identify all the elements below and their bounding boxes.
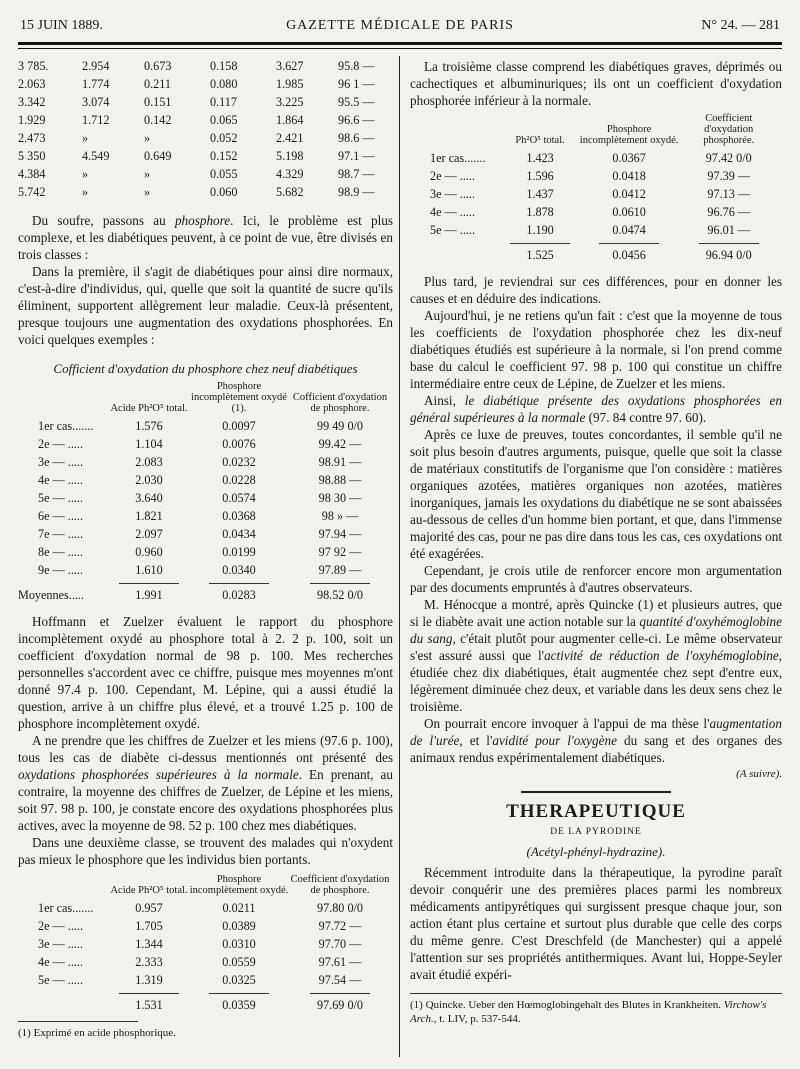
paragraph: Dans la première, il s'agit de diabétiques pour ainsi dire normaux, c'est-à-dire d'individus, qui, quelle que soit la quantité de sucre qu'ils éliminent, supportent allègrement leur maladie. Ceux-là présentent, presque toujours une augmentation des oxydations phosphorées. En voici quelques exemples : (18, 264, 393, 347)
table-row (18, 900, 390, 918)
article-subtitle: (Acétyl-phényl-hydrazine). (526, 844, 666, 859)
table-cell: 97.54 — (318, 973, 362, 987)
table-cell: 2.473 (18, 131, 46, 145)
left-column (18, 58, 393, 1059)
table-cell: 2.333 (135, 955, 163, 969)
table-cell: 0.673 (144, 59, 172, 73)
table-row (18, 184, 378, 202)
column-header: Coefficient d'oxydation phosphorée. (703, 113, 755, 146)
paragraph: Cependant, je crois utile de renforcer encore mon argumentation par des documents empruntés à d'autres observateurs. (410, 563, 782, 595)
table-row (410, 204, 778, 222)
table-cell: 0.0310 (222, 937, 256, 951)
paragraph: Dans une deuxième classe, se trouvent des malades qui n'oxydent pas mieux le phosphore que les individus bien portants. (18, 835, 393, 867)
table-cell: 0.0368 (222, 509, 256, 523)
table-cell: 0.0211 (222, 901, 256, 915)
table-cell: 3e — ..... (430, 187, 476, 201)
table-row (18, 526, 390, 544)
table-rule-cell (110, 990, 188, 997)
table-cell: 3.225 (276, 95, 304, 109)
table-cell: 96 1 — (338, 77, 375, 91)
table-cell: 0.0283 (222, 588, 256, 602)
table-cell (18, 997, 110, 1015)
table-cell: 95.8 — (338, 59, 375, 73)
right-column (410, 58, 782, 1059)
table-cell: 98.88 — (318, 473, 362, 487)
table-cell: 3 785. (18, 59, 49, 73)
table-row (18, 562, 390, 580)
table-cell: 97.94 — (318, 527, 362, 541)
table-rule-cell (18, 580, 110, 587)
table-cell: » (144, 185, 151, 199)
table-cell: 2.954 (82, 59, 110, 73)
table-cell: 0.0389 (222, 919, 256, 933)
table-cell: 0.142 (144, 113, 172, 127)
table-cell: 0.152 (210, 149, 238, 163)
table-cell: 0.211 (144, 77, 171, 91)
table-cell: 1.991 (135, 588, 163, 602)
article-title: DE LA PYRODINE (550, 827, 642, 837)
header-date: 15 JUIN 1889. (20, 18, 103, 33)
table-cell: 1.929 (18, 113, 46, 127)
table-cell: 2.030 (135, 473, 163, 487)
paragraph: On pourrait encore invoquer à l'appui de ma thèse l'augmentation de l'urée, et l'avidité pour l'oxygène du sang et des organes des animaux rendus expérimentalement diabétiques. (410, 716, 783, 765)
table-cell: » (82, 167, 89, 181)
table-cell: 0.0340 (222, 563, 256, 577)
table-cell: 0.0559 (222, 955, 256, 969)
table-row (410, 186, 778, 204)
table-cell: 6e — ..... (38, 509, 84, 523)
table-header-row (410, 113, 778, 150)
table-row (410, 222, 778, 240)
table-rule-cell (579, 240, 680, 247)
table-cell: 1.878 (526, 205, 554, 219)
phosphore-table-3 (410, 113, 778, 265)
section-title: THERAPEUTIQUE (506, 801, 686, 822)
table-cell: 96.76 — (707, 205, 751, 219)
phosphore-table-1 (18, 381, 390, 605)
table-cell: 97.80 0/0 (316, 901, 364, 915)
table-cell: 4e — ..... (430, 205, 476, 219)
table-cell: 5.742 (18, 185, 46, 199)
column-header: Phosphore incomplètement oxydé. (579, 124, 679, 146)
table-cell: 3e — ..... (38, 937, 84, 951)
table-cell: 0.080 (210, 77, 238, 91)
table-row (410, 168, 778, 186)
table-cell: 97.72 — (318, 919, 362, 933)
table-header-row (18, 381, 390, 418)
footnote: (1) Quincke. Ueber den Hœmoglobingehalt des Blutes in Krankheiten. Virchow's Arch., t. LIV, p. 537-544. (410, 999, 767, 1025)
table-cell: 96.94 0/0 (705, 248, 752, 262)
page-header (20, 18, 780, 40)
paragraph: La troisième classe comprend les diabétiques graves, déprimés ou cachectiques et albuminuriques; ils ont un coefficient d'oxydation phosphorée inférieur à la normale. (410, 59, 782, 108)
table-cell: 1.985 (276, 77, 304, 91)
table-cell: 1.610 (135, 563, 163, 577)
table-cell: » (144, 131, 151, 145)
table-cell: 0.0434 (222, 527, 256, 541)
paragraph: Hoffmann et Zuelzer évaluent le rapport du phosphore incomplètement oxydé au phosphore total à 2. 2 p. 100, soit un coefficient d'oxydation normal de 98 p. 100. Mes recherches personnelles s'accordent avec ce chiffre, puisque mes moyennes m'ont donné 97.4 p. 100. Cependant, M. Lépine, qui a aussi étudié la question, arrive à un chiffre plus élevé, et a trouvé 1.25 p. 100 de phosphore incomplètement oxydé. (18, 614, 393, 731)
table-cell: 2.097 (135, 527, 163, 541)
table-row (410, 150, 778, 168)
column-header: Cofficient d'oxydation de phosphore. (292, 392, 388, 414)
section-rule (521, 791, 671, 793)
table-cell: 0.055 (210, 167, 238, 181)
table-cell: 1.864 (276, 113, 304, 127)
table-row (18, 454, 390, 472)
table-cell: 2.421 (276, 131, 304, 145)
column-divider (399, 56, 400, 1057)
table-cell: 0.0076 (222, 437, 256, 451)
table-cell: 97.1 — (338, 149, 375, 163)
table-cell: 0.060 (210, 185, 238, 199)
table-cell: 98.9 — (338, 185, 375, 199)
table-cell: 97.39 — (707, 169, 751, 183)
table-cell: 5e — ..... (430, 223, 476, 237)
table-cell: 95.5 — (338, 95, 375, 109)
paragraph: Du soufre, passons au phosphore. Ici, le problème est plus complexe, et les diabétiques peuvent, à ce point de vue, être divisés en trois classes : (18, 213, 393, 262)
table-cell: 0.052 (210, 131, 238, 145)
column-header: Ph²O⁵ total. (515, 135, 565, 146)
table-cell: 0.065 (210, 113, 238, 127)
table-rule-row (18, 580, 390, 587)
table-cell: 0.0367 (612, 151, 646, 165)
table-cell: 97.69 0/0 (316, 998, 364, 1012)
table-cell: 97 92 — (318, 545, 362, 559)
table-cell: 1.190 (526, 223, 554, 237)
table-cell: 1.821 (135, 509, 163, 523)
table-row (18, 972, 390, 990)
table-cell: 2.063 (18, 77, 46, 91)
column-header (18, 874, 110, 900)
table-total-row (18, 587, 390, 605)
table-cell: 1.576 (135, 419, 163, 433)
table-rule-cell (410, 240, 501, 247)
table-cell: 5.198 (276, 149, 304, 163)
table-cell: 5.682 (276, 185, 304, 199)
column-header: Phosphore incomplètement oxydé (1). (191, 381, 287, 414)
table-cell: 1.319 (135, 973, 163, 987)
footnote-rule (410, 993, 782, 994)
table-rule-cell (188, 990, 290, 997)
table-cell: 0.0412 (612, 187, 646, 201)
table-cell: 96.01 — (707, 223, 751, 237)
paragraph: M. Hénocque a montré, après Quincke (1) et plusieurs autres, que si le diabète avait une action notable sur la quantité d'oxyhémoglobine du sang, c'était plutôt pour augmenter celle-ci. Le même observateur s'est assuré aussi que l'activité de réduction de l'oxyhémoglobine, étudiée chez dix diabétiques, était augmentée chez sept d'entre eux, légèrement diminuée chez deux, et variable dans les deux sens chez le troisième. (410, 597, 783, 714)
table-cell: 3.627 (276, 59, 304, 73)
table-cell: 98.6 — (338, 131, 375, 145)
table-cell: » (144, 167, 151, 181)
table-cell: 0.117 (210, 95, 237, 109)
table-total-row (18, 997, 390, 1015)
table-cell: 9e — ..... (38, 563, 84, 577)
table-row (18, 508, 390, 526)
table-rule-cell (290, 990, 390, 997)
table-row (18, 544, 390, 562)
table-cell: Moyennes..... (18, 588, 85, 602)
table-cell: 4.329 (276, 167, 304, 181)
table-cell: 0.957 (135, 901, 163, 915)
table-cell: 97.70 — (318, 937, 362, 951)
table-cell: 1er cas....... (430, 151, 486, 165)
column-header: Acide Ph²O⁵ total. (110, 403, 188, 414)
table-row (18, 936, 390, 954)
table-cell: 4.384 (18, 167, 46, 181)
table-row (18, 76, 378, 94)
table-cell: 1.531 (135, 998, 163, 1012)
table-cell: 2e — ..... (38, 919, 84, 933)
table-cell: 8e — ..... (38, 545, 84, 559)
table-cell: 97.42 0/0 (705, 151, 752, 165)
table-cell: 0.649 (144, 149, 172, 163)
table-cell: 0.0456 (612, 248, 646, 262)
table-cell: 0.0474 (612, 223, 646, 237)
table-cell: 5 350 (18, 149, 46, 163)
table-caption: Cofficient d'oxydation du phosphore chez neuf diabétiques (53, 361, 358, 376)
paragraph: Après ce luxe de preuves, toutes concordantes, il semble qu'il ne soit plus besoin d'autres arguments, puisque, quelle que soit la classe de matériaux constitutifs de l'organisme que l'on considère : matières organiques azotées, matières organiques non azotées, matières inorganiques, jamais les oxydations du diabétique ne se sont abaissées au-dessous de celles d'un homme bien portant, et que, dans l'immense majorité des cas, pour ne pas dire dans tous les cas, ces oxydations ont été exagérées. (410, 427, 782, 561)
paragraph: Ainsi, le diabétique présente des oxydations phosphorées en général supérieures à la normale (97. 84 contre 97. 60). (410, 393, 783, 425)
table-cell: 0.151 (144, 95, 172, 109)
table-cell: 1.437 (526, 187, 554, 201)
table-cell: 0.0418 (612, 169, 646, 183)
footnote: (1) Exprimé en acide phosphorique. (18, 1027, 176, 1039)
column-header (18, 381, 110, 418)
header-rule-thin (18, 48, 782, 49)
table-cell: 5e — ..... (38, 973, 84, 987)
table-cell: 1.712 (82, 113, 110, 127)
table-cell: 3.074 (82, 95, 110, 109)
table-cell: 2e — ..... (38, 437, 84, 451)
table-rule-cell (18, 990, 110, 997)
table-cell: 1.705 (135, 919, 163, 933)
table-cell: 0.0199 (222, 545, 256, 559)
table-cell: 1.344 (135, 937, 163, 951)
column-header: Coefficient d'oxydation de phosphore. (290, 874, 390, 896)
table-row (18, 490, 390, 508)
paragraph: A ne prendre que les chiffres de Zuelzer et les miens (97.6 p. 100), tous les cas de diabète ci-dessus mentionnés ont présenté des oxydations phosphorées supérieures à la normale. En prenant, au contraire, la moyenne des chiffres de Zuelzer, de Lépine et les miens, soit 97. 98 p. 100, je constate encore des oxydations phosphorées plus actives, avec la moyenne de 98. 52 p. 100 chez mes diabétiques. (18, 733, 393, 833)
table-cell (410, 247, 501, 265)
table-cell: 0.0574 (222, 491, 256, 505)
table-rule-cell (290, 580, 390, 587)
table-cell: 0.0325 (222, 973, 256, 987)
header-rule-thick (18, 42, 782, 45)
table-cell: 1.104 (135, 437, 163, 451)
table-cell: 0.0610 (612, 205, 646, 219)
table-cell: 0.0097 (222, 419, 256, 433)
table-cell: 99 49 0/0 (316, 419, 364, 433)
table-cell: 3.640 (135, 491, 163, 505)
table-cell: 4e — ..... (38, 955, 84, 969)
table-row (18, 58, 378, 76)
table-cell: 1.423 (526, 151, 554, 165)
table-cell: 1.774 (82, 77, 110, 91)
table-cell: 1.525 (526, 248, 554, 262)
paragraph: Aujourd'hui, je ne retiens qu'un fait : c'est que la moyenne de tous les coefficients de l'oxydation phosphorée chez les dix-neuf diabétiques étudiés est supérieure à la normale, si l'on prend comme base du calcul le coefficient 97. 98 p. 100 qui constitue un chiffre intermédiaire entre ceux de Lépine, de Zuelzer et les miens. (410, 308, 782, 391)
table-row (18, 954, 390, 972)
phosphore-table-2 (18, 874, 390, 1015)
table-cell: 4.549 (82, 149, 110, 163)
table-row (18, 918, 390, 936)
header-page-number: N° 24. — 281 (701, 18, 780, 33)
table-cell: 0.960 (135, 545, 163, 559)
table-cell: 1er cas....... (38, 419, 94, 433)
table-row (18, 94, 378, 112)
table-cell: 0.0232 (222, 455, 256, 469)
table-cell: 98 30 — (318, 491, 362, 505)
table-rule-cell (188, 580, 290, 587)
to-be-continued: (A suivre). (736, 768, 782, 780)
table-cell: 98.7 — (338, 167, 375, 181)
table-rule-row (18, 990, 390, 997)
table-cell: 98 » — (321, 509, 359, 523)
continued-table (18, 58, 378, 202)
table-rule-cell (679, 240, 778, 247)
table-cell: » (82, 131, 89, 145)
paragraph: Récemment introduite dans la thérapeutique, la pyrodine paraît devoir conquérir une des premières places parmi les nombreux médicaments antipyrétiques qui surgissent presque chaque jour, son action étant plus certaine et surtout plus durable que celle des corps du même genre. C'est Dreschfeld (de Manchester) qui a appelé l'attention sur ses propriétés antithermiques. Avant lui, Hoppe-Seyler avait étudié expéri- (410, 865, 782, 982)
table-cell: 3e — ..... (38, 455, 84, 469)
column-header: Acide Ph²O⁵ total. (110, 885, 188, 896)
table-cell: 0.158 (210, 59, 238, 73)
table-rule-cell (501, 240, 578, 247)
table-cell: 97.13 — (707, 187, 751, 201)
table-cell: 1.596 (526, 169, 554, 183)
table-row (18, 418, 390, 436)
table-cell: 97.89 — (318, 563, 362, 577)
table-cell: 96.6 — (338, 113, 375, 127)
table-cell: » (82, 185, 89, 199)
journal-title: GAZETTE MÉDICALE DE PARIS (286, 18, 514, 33)
table-cell: 2e — ..... (430, 169, 476, 183)
table-cell: 3.342 (18, 95, 46, 109)
table-cell: 0.0359 (222, 998, 256, 1012)
table-cell: 99.42 — (318, 437, 362, 451)
column-header: Phosphore incomplètement oxydé. (189, 874, 289, 896)
table-cell: 98.91 — (318, 455, 362, 469)
column-header (410, 113, 501, 150)
table-row (18, 166, 378, 184)
table-cell: 1er cas....... (38, 901, 94, 915)
table-header-row (18, 874, 390, 900)
table-cell: 0.0228 (222, 473, 256, 487)
table-cell: 98.52 0/0 (316, 588, 364, 602)
table-row (18, 112, 378, 130)
table-cell: 2.083 (135, 455, 163, 469)
table-row (18, 148, 378, 166)
table-rule-row (410, 240, 778, 247)
paragraph: Plus tard, je reviendrai sur ces différences, pour en donner les causes et en déduire des indications. (410, 274, 782, 306)
table-row (18, 130, 378, 148)
table-rule-cell (110, 580, 188, 587)
table-cell: 7e — ..... (38, 527, 84, 541)
table-cell: 4e — ..... (38, 473, 84, 487)
table-row (18, 436, 390, 454)
table-cell: 5e — ..... (38, 491, 84, 505)
table-total-row (410, 247, 778, 265)
table-cell: 97.61 — (318, 955, 362, 969)
table-row (18, 472, 390, 490)
footnote-rule (18, 1021, 138, 1022)
